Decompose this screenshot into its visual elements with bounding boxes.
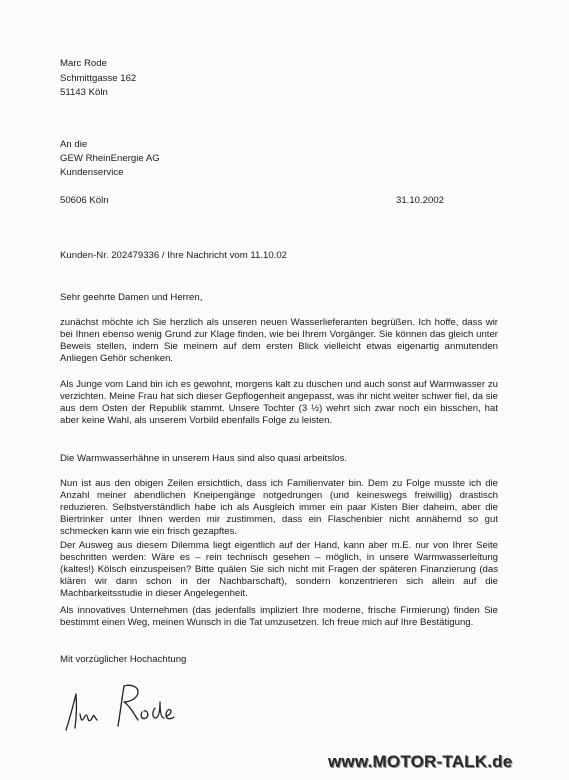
handwritten-signature <box>60 676 180 745</box>
recipient-department: Kundenservice <box>60 167 124 178</box>
sender-city: 51143 Köln <box>60 87 108 98</box>
paragraph-6: Als innovatives Unternehmen (das jedenfalls impliziert Ihre moderne, frische Firmierung) finden Sie bestimmt einen Weg, meinen Wunsch in die Tat umzusetzen. Ich freue mich auf Ihre Bestätigung. <box>60 605 498 628</box>
paragraph-2: Als Junge vom Land bin ich es gewohnt, morgens kalt zu duschen und auch sonst auf Warmwasser zu verzichten. Meine Frau hat sich dieser Gepflogenheit angepasst, was ihr nicht weiter schwer fiel, da sie aus dem Osten der Republik stammt. Unsere Tochter (3 ½) wehrt sich zwar noch ein bisschen, hat aber keine Wahl, als unserem Vorbild ebenfalls Folge zu leisten. <box>60 379 498 426</box>
letter-date: 31.10.2002 <box>396 195 445 206</box>
sender-street: Schmittgasse 162 <box>60 73 137 84</box>
watermark-logo: www.MOTOR-TALK.de <box>328 752 513 771</box>
paragraph-5: Der Ausweg aus diesem Dilemma liegt eigentlich auf der Hand, kann aber m.E. nur von Ihrer Seite beschritten werden: Wäre es – rein technisch gesehen – möglich, in unsere Warmwasserleitung (kaltes!) Kölsch einzuspeisen? Bitte quälen Sie sich nicht mit Fragen der späteren Finanzierung (das klären wir dann schon in der Nachbarschaft), sondern konzentrieren sich allein auf die Machbarkeitsstudie in dieser Angelegenheit. <box>60 540 498 599</box>
recipient-city: 50606 Köln <box>60 195 109 206</box>
paragraph-1: zunächst möchte ich Sie herzlich als unseren neuen Wasserlieferanten begrüßen. Ich hoffe, dass wir bei Ihnen ebenso wenig Grund zur Klage finden, wie bei Ihrem Vorgänger. Sie können das gleich unter Beweis stellen, indem Sie meinem auf dem ersten Blick vielleicht etwas eigenartig anmutenden Anliegen Gehör schenken. <box>60 317 498 364</box>
closing: Mit vorzüglicher Hochachtung <box>60 654 187 665</box>
paragraph-3: Die Warmwasserhähne in unserem Haus sind also quasi arbeitslos. <box>60 453 348 464</box>
recipient-company: GEW RheinEnergie AG <box>60 153 160 164</box>
subject-line: Kunden-Nr. 202479336 / Ihre Nachricht vom 11.10.02 <box>60 250 288 261</box>
sender-name: Marc Rode <box>60 58 107 69</box>
paragraph-4: Nun ist aus den obigen Zeilen ersichtlich, dass ich Familienvater bin. Dem zu Folge musste ich die Anzahl meiner abendlichen Kneipengänge notgedrungen (und keineswegs freiwillig) drastisch reduzieren. Selbstverständlich habe ich als Ausgleich immer ein paar Kisten Bier daheim, aber die Biertrinker unter Ihnen werden mir zustimmen, dass ein Flaschenbier nicht annähernd so gut schmecken kann wie ein frisch gezapftes. <box>60 478 498 537</box>
recipient-prefix: An die <box>60 139 88 150</box>
salutation: Sehr geehrte Damen und Herren, <box>60 292 203 303</box>
